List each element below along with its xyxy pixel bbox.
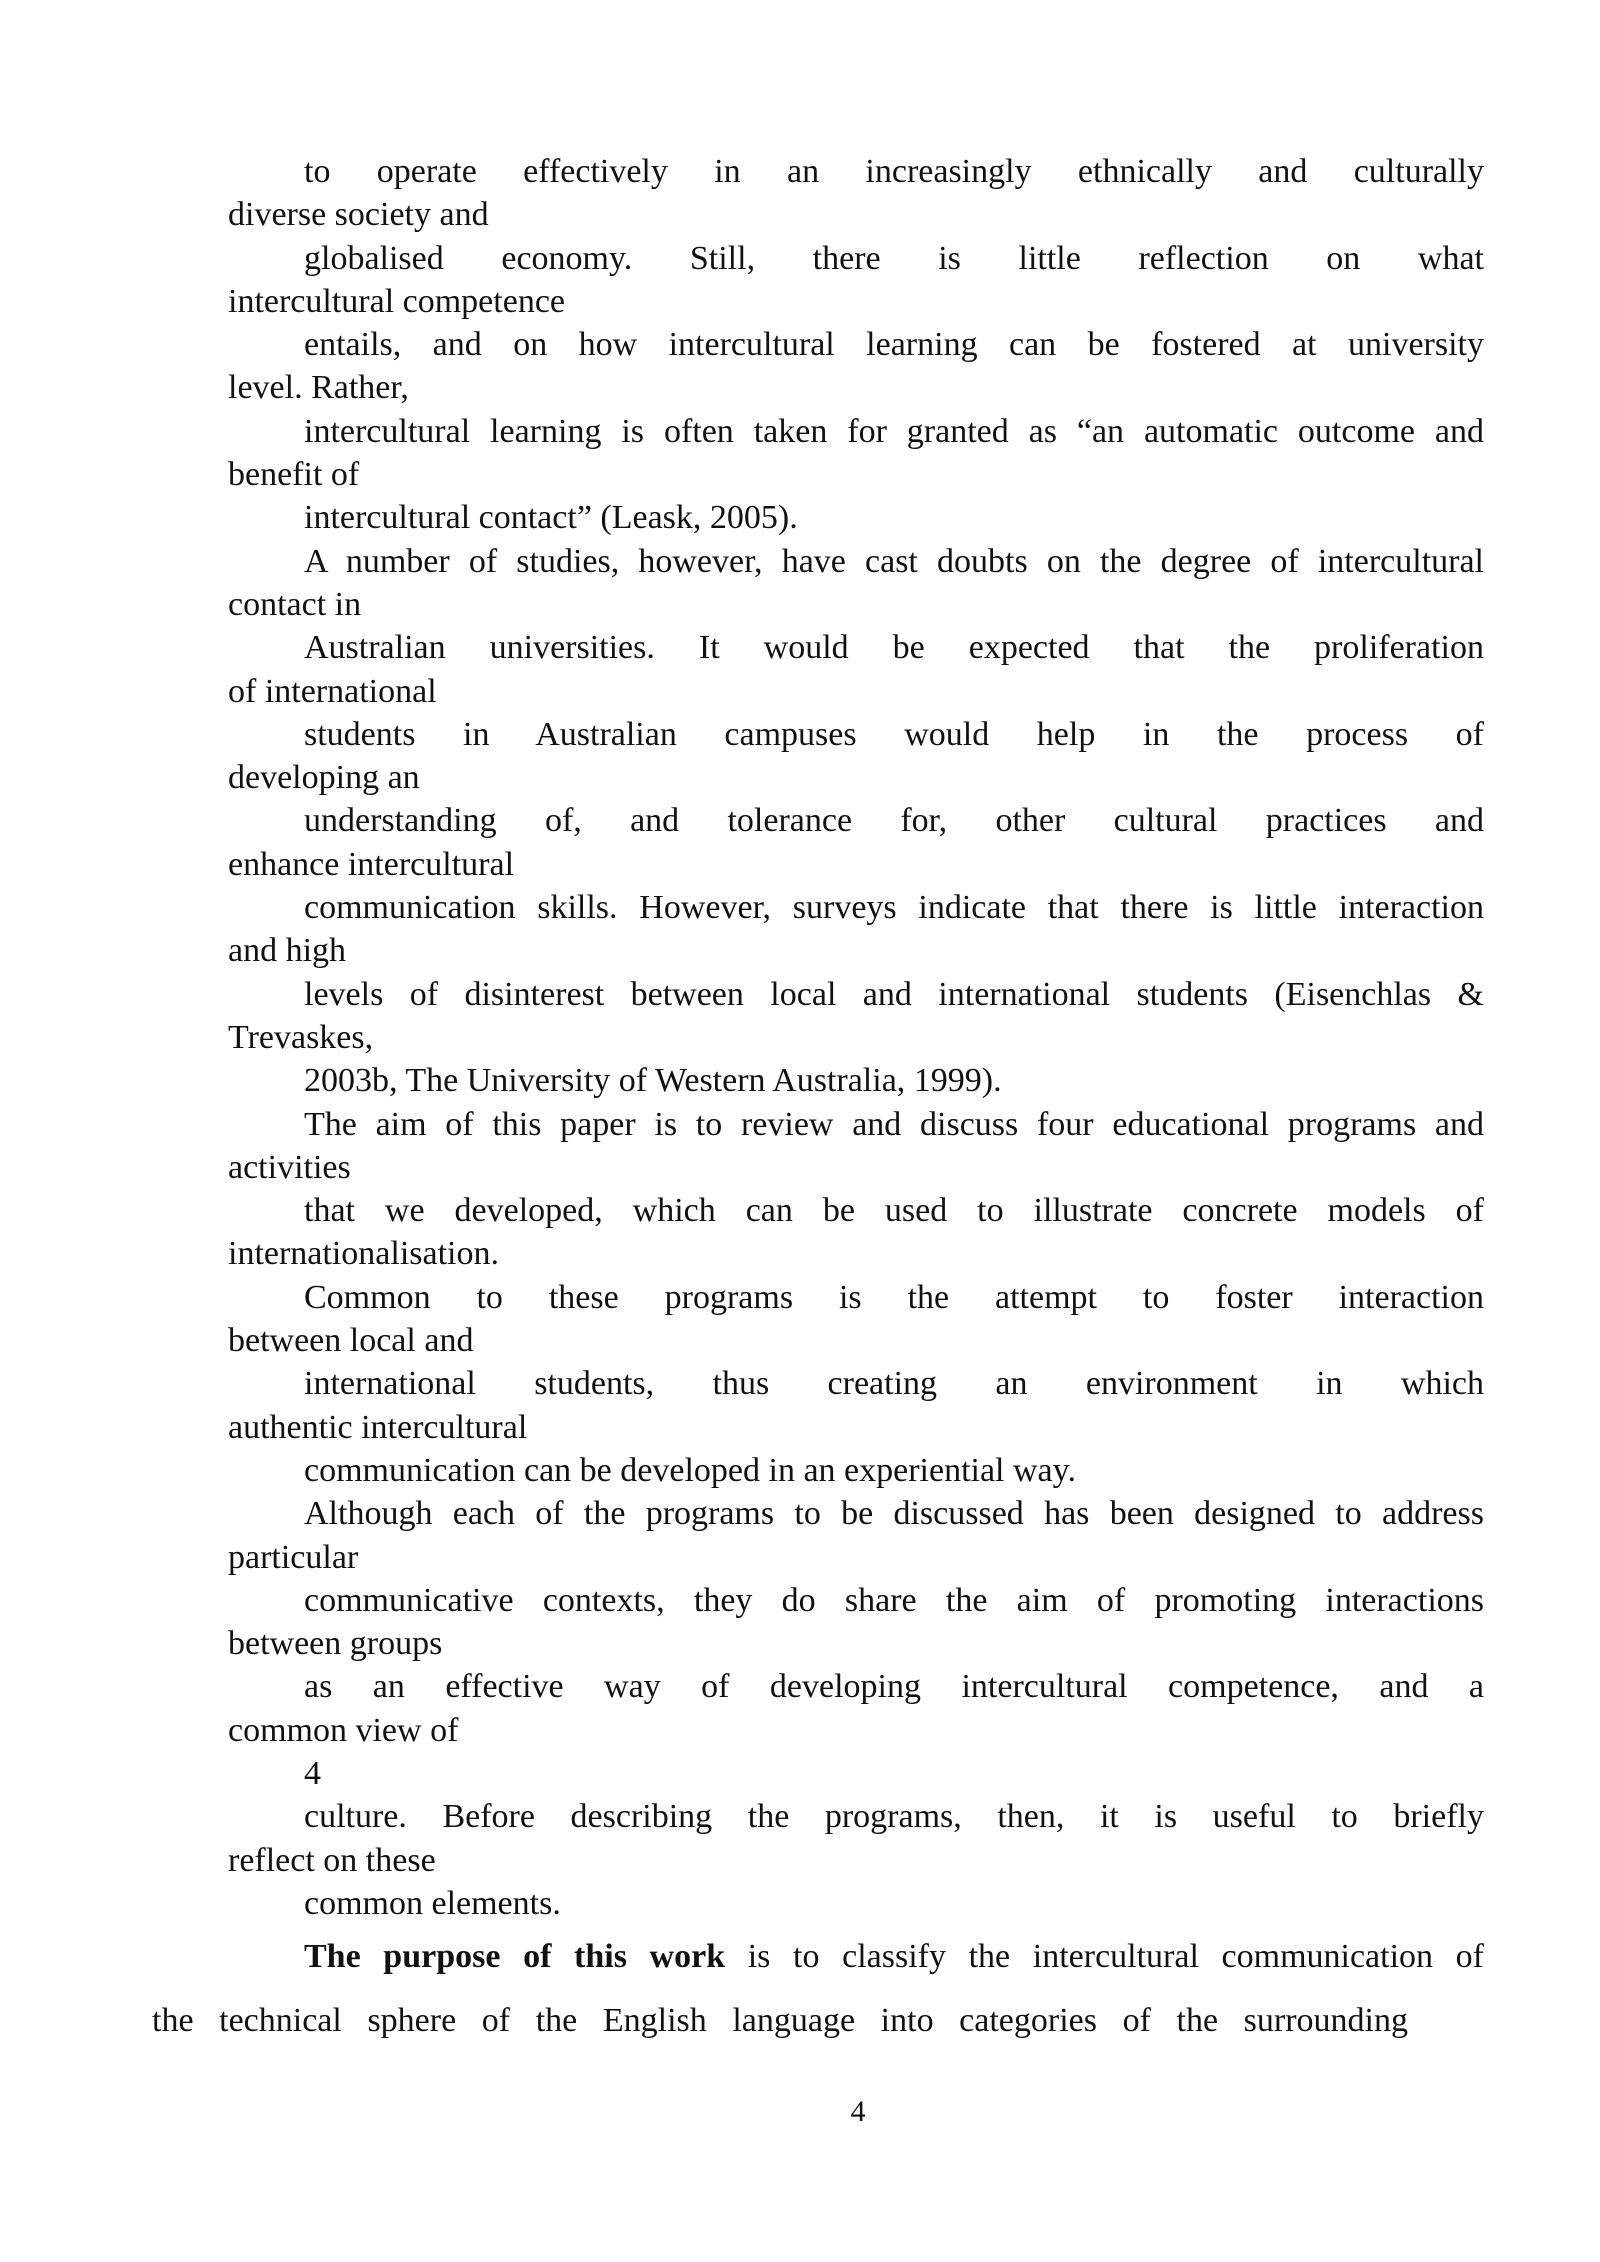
text-line: intercultural contact” (Leask, 2005). [304,499,798,537]
text-line: entails, and on how intercultural learning can be fostered at university [304,326,1484,364]
purpose-lead: The purpose of this work [304,1938,726,1976]
text-line: Common to these programs is the attempt to foster interaction [304,1278,1484,1316]
text-line: communication can be developed in an experiential way. [304,1451,1076,1489]
text-line: common elements. [304,1884,561,1922]
text-line: intercultural learning is often taken for granted as “an automatic outcome and [304,412,1484,450]
text-line-wrap: between local and [228,1322,474,1360]
text-line-wrap: particular [228,1538,359,1576]
text-line: The aim of this paper is to review and discuss four educational programs and [304,1105,1484,1143]
purpose-paragraph [152,1925,1484,2053]
text-line: Although each of the programs to be discussed has been designed to address [304,1495,1484,1533]
text-line-wrap: intercultural competence [228,282,565,320]
text-line-wrap: level. Rather, [228,369,409,407]
text-line-wrap: of international [228,672,437,710]
text-line-wrap: diverse society and [228,196,489,234]
inline-page-number: 4 [304,1754,321,1792]
purpose-line-2: the technical sphere of the English language into categories of the surrounding [152,2002,1408,2040]
text-line-wrap: Trevaskes, [228,1018,374,1056]
text-line: to operate effectively in an increasingly ethnically and culturally [304,153,1484,190]
text-line-wrap: reflect on these [228,1841,436,1879]
page-number: 4 [850,2095,866,2128]
body-text [152,150,1484,2087]
text-line: Australian universities. It would be expected that the proliferation [304,629,1484,667]
text-line: culture. Before describing the programs, then, it is useful to briefly [304,1798,1484,1836]
text-line-wrap: internationalisation. [228,1235,499,1273]
text-line-wrap: activities [228,1148,351,1186]
text-line: understanding of, and tolerance for, other cultural practices and [304,802,1484,840]
text-line: communicative contexts, they do share the aim of promoting interactions [304,1581,1484,1619]
paragraph-lines-after [228,1795,1484,1925]
text-line: levels of disinterest between local and international students (Eisenchlas & [304,975,1484,1013]
text-line: communication skills. However, surveys indicate that there is little interaction [304,889,1484,927]
text-line: international students, thus creating an environment in which [304,1365,1484,1403]
text-line-wrap: and high [228,932,347,970]
text-line: globalised economy. Still, there is little reflection on what [304,239,1484,277]
purpose-line-1: is to classify the intercultural communication of [725,1938,1484,1976]
text-line-wrap: between groups [228,1625,443,1663]
text-line-wrap: common view of [228,1711,459,1749]
text-line-wrap: enhance intercultural [228,845,515,883]
text-line: 2003b, The University of Western Australia, 1999). [304,1062,1002,1100]
text-line-wrap: contact in [228,585,362,623]
paragraph-lines [228,150,1484,1752]
text-line-wrap: developing an [228,759,420,797]
text-line-wrap: authentic intercultural [228,1408,528,1446]
text-line: as an effective way of developing intercultural competence, and a [304,1668,1484,1706]
text-line: A number of studies, however, have cast doubts on the degree of intercultural [304,542,1484,580]
text-line: students in Australian campuses would help in the process of [304,715,1484,753]
text-line: that we developed, which can be used to illustrate concrete models of [304,1192,1484,1230]
text-line-wrap: benefit of [228,456,360,494]
